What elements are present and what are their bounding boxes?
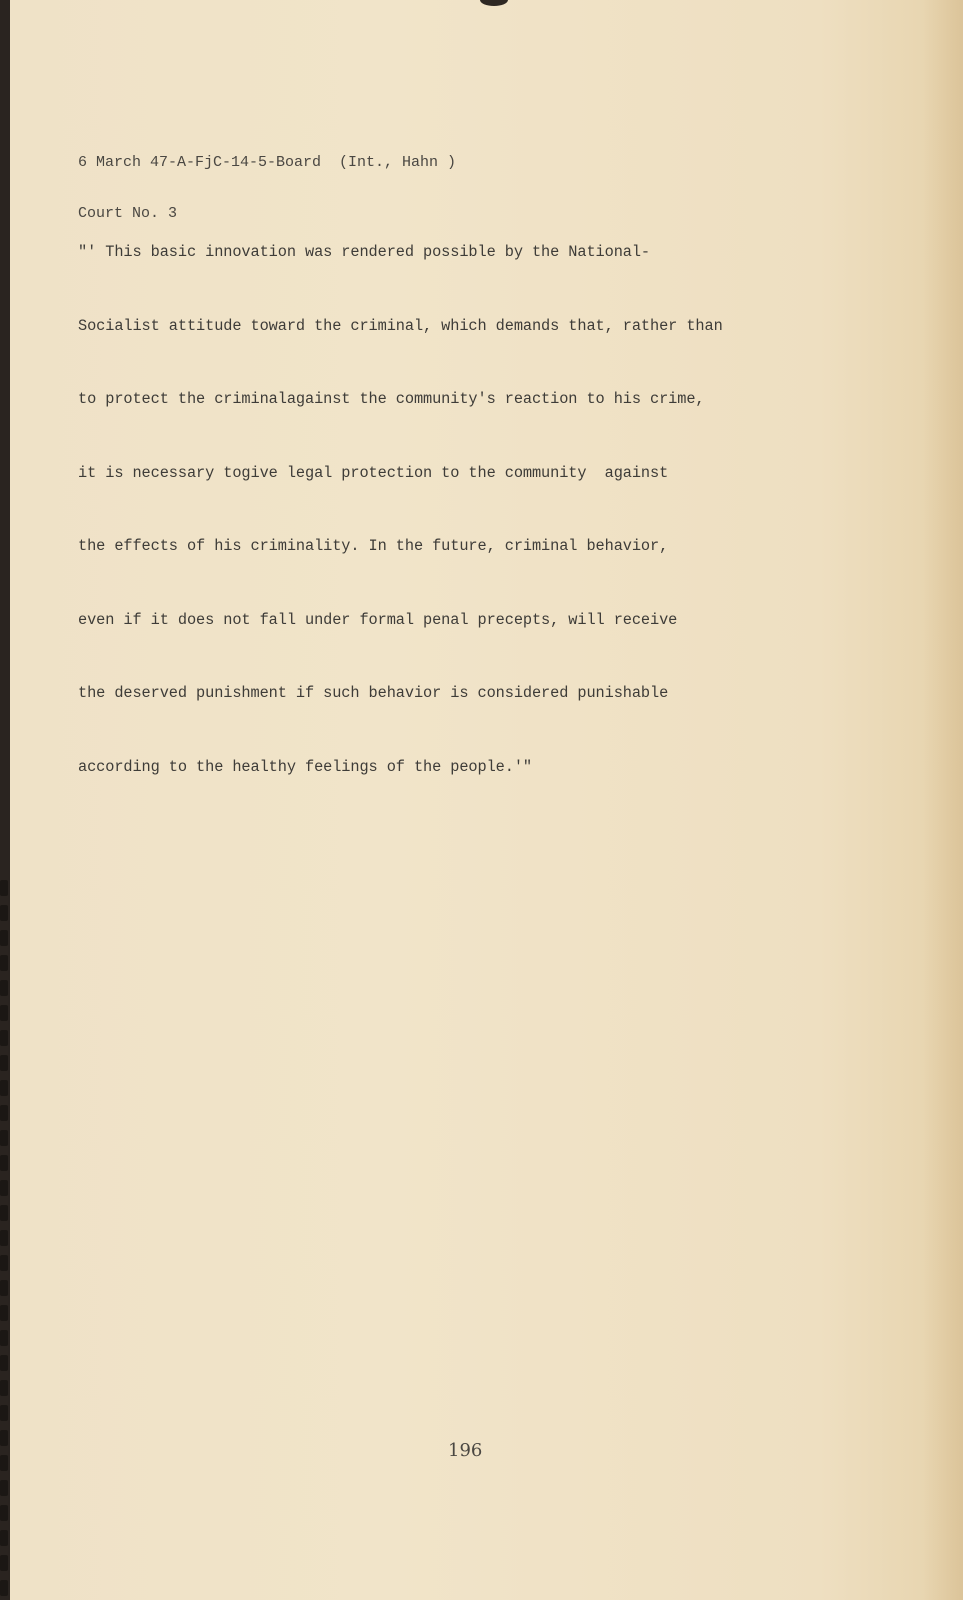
paragraph-line: the deserved punishment if such behavior is considered punishable — [78, 684, 669, 702]
paragraph-line: it is necessary togive legal protection to the community against — [78, 463, 669, 482]
binding-hole — [0, 1280, 8, 1296]
binding-hole — [0, 1505, 8, 1521]
binding-hole — [0, 980, 8, 996]
binding-hole — [0, 1530, 8, 1546]
paragraph-line: the effects of his criminality. In the future, criminal behavior, — [78, 537, 669, 555]
binding-hole — [0, 1030, 8, 1046]
binding-hole — [0, 880, 8, 896]
binding-hole — [0, 1005, 8, 1021]
header-line-court: Court No. 3 — [78, 205, 178, 222]
binding-hole — [0, 955, 8, 971]
binding-hole — [0, 1155, 8, 1171]
binding-hole — [0, 1430, 8, 1446]
binding-hole — [0, 905, 8, 921]
binding-hole — [0, 1480, 8, 1496]
binding-hole — [0, 1330, 8, 1346]
binding-hole — [0, 1380, 8, 1396]
binding-hole — [0, 930, 8, 946]
binding-hole — [0, 1405, 8, 1421]
document-page — [10, 0, 963, 1600]
binding-hole — [0, 1230, 8, 1246]
binding-hole — [0, 1255, 8, 1271]
paragraph-line: to protect the criminalagainst the community's reaction to his crime, — [78, 390, 705, 408]
binding-hole — [0, 1080, 8, 1096]
binding-hole — [0, 1355, 8, 1371]
binding-hole — [0, 1130, 8, 1146]
paragraph-line: according to the healthy feelings of the people.'" — [78, 757, 532, 776]
binding-hole — [0, 1180, 8, 1196]
binding-hole — [0, 1455, 8, 1471]
paragraph-line: "' This basic innovation was rendered possible by the National- — [78, 243, 651, 261]
page-number: 196 — [448, 1440, 483, 1461]
header-line-date-case: 6 March 47-A-FjC-14-5-Board (Int., Hahn ) — [78, 154, 457, 171]
quoted-paragraph — [78, 206, 723, 830]
binding-hole — [0, 1205, 8, 1221]
binding-hole — [0, 1105, 8, 1121]
paragraph-line: Socialist attitude toward the criminal, which demands that, rather than — [78, 316, 723, 335]
binding-hole — [0, 1555, 8, 1571]
binding-hole — [0, 1580, 8, 1596]
paragraph-line: even if it does not fall under formal penal precepts, will receive — [78, 610, 678, 629]
binding-hole — [0, 1055, 8, 1071]
binding-mark — [480, 0, 508, 6]
binding-hole — [0, 1305, 8, 1321]
